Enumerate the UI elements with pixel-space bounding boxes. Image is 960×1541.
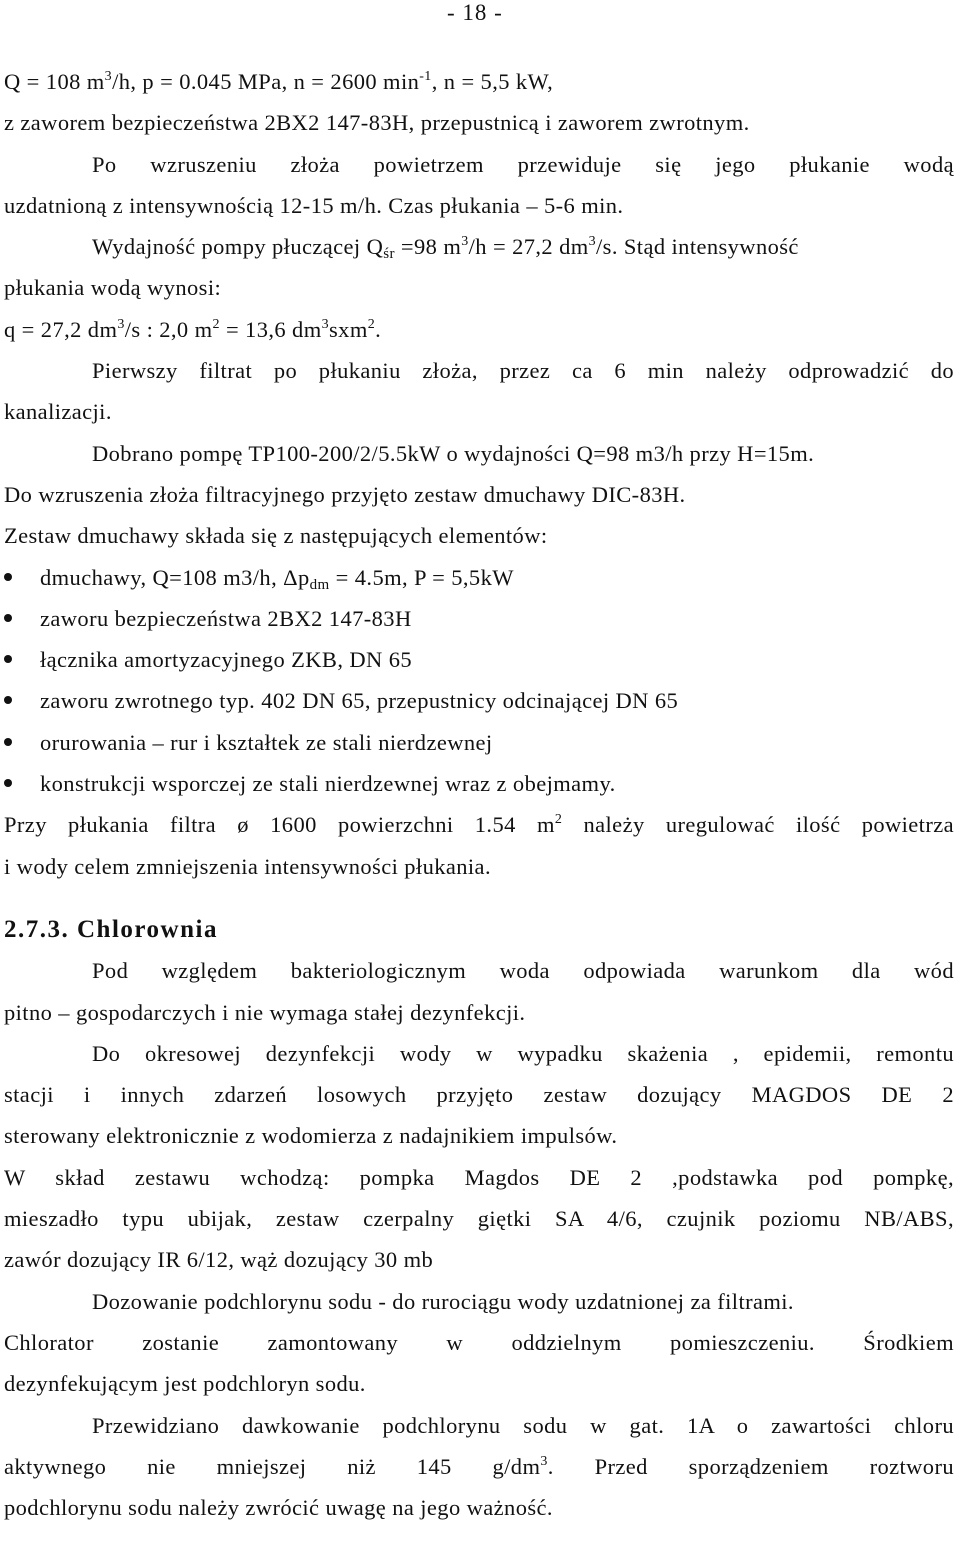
text-line: stacji i innych zdarzeń losowych przyjęto zestaw dozujący MAGDOS DE 2 [4, 1082, 954, 1108]
list-item: łącznika amortyzacyjnego ZKB, DN 65 [4, 639, 954, 680]
text-line: dezynfekującym jest podchloryn sodu. [4, 1371, 366, 1397]
bullet-icon [4, 779, 12, 787]
text-line: zawór dozujący IR 6/12, wąż dozujący 30 mb [4, 1247, 434, 1273]
list-item: zaworu zwrotnego typ. 402 DN 65, przepustnicy odcinającej DN 65 [4, 680, 954, 721]
bullet-icon [4, 696, 12, 704]
bullet-icon [4, 614, 12, 622]
text-line: sterowany elektronicznie z wodomierza z nadajnikiem impulsów. [4, 1123, 618, 1149]
text-line: Do okresowej dezynfekcji wody w wypadku skażenia , epidemii, remontu [92, 1040, 954, 1066]
page-number: - 18 - [447, 0, 503, 25]
text-line: Pierwszy filtrat po płukaniu złoża, przez ca 6 min należy odprowadzić do [92, 358, 954, 384]
list-item: zaworu bezpieczeństwa 2BX2 147-83H [4, 598, 954, 639]
filter-area-line: Przy płukania filtra ø 1600 powierzchni 1.54 $m^2$ należy uregulować ilość powietrza [4, 812, 954, 838]
text-line: W skład zestawu wchodzą: pompka Magdos DE 2 ,podstawka pod pompkę, [4, 1164, 954, 1190]
text-line: pitno – gospodarczych i nie wymaga stałej dezynfekcji. [4, 999, 526, 1025]
page-content [4, 61, 954, 1528]
text-line: podchlorynu sodu należy zwrócić uwagę na jego ważność. [4, 1495, 553, 1521]
text-line: Przewidziano dawkowanie podchlorynu sodu w gat. 1A o zawartości chloru [92, 1412, 954, 1438]
bullet-icon [4, 738, 12, 746]
text-line: Dobrano pompę TP100-200/2/5.5kW o wydajności Q=98 m3/h przy H=15m. [92, 440, 815, 466]
text-line: Dozowanie podchlorynu sodu - do rurociągu wody uzdatnionej za filtrami. [92, 1288, 794, 1314]
list-item: konstrukcji wsporczej ze stali nierdzewnej wraz z obejmamy. [4, 763, 954, 804]
text-line: i wody celem zmniejszenia intensywności płukania. [4, 853, 491, 879]
text-line: mieszadło typu ubijak, zestaw czerpalny giętki SA 4/6, czujnik poziomu NB/ABS, [4, 1206, 954, 1232]
pump-parameters-line: Q = 108 $m^3/h$, p = 0.045 MPa, n = 2600 $\min^{-1}$, n = 5,5 kW, [4, 69, 554, 94]
text-line: Do wzruszenia złoża filtracyjnego przyjęto zestaw dmuchawy DIC-83H. [4, 481, 686, 507]
text-line: płukania wodą wynosi: [4, 275, 222, 301]
bullet-icon [4, 573, 12, 581]
text-line: Pod względem bakteriologicznym woda odpowiada warunkom dla wód [92, 958, 954, 984]
concentration-line: aktywnego nie mniejszej niż 145 $g/dm^3$. Przed sporządzeniem roztworu [4, 1453, 954, 1479]
text-line: Po wzruszeniu złoża powietrzem przewiduje się jego płukanie wodą [92, 151, 954, 177]
text-line: Chlorator zostanie zamontowany w oddzielnym pomieszczeniu. Środkiem [4, 1329, 954, 1355]
bullet-icon [4, 655, 12, 663]
formula-line: q = 27,2 $dm^3/s$ : 2,0 $m^2 = 13,6$ $dm^3sxm^2$. [4, 316, 382, 342]
text-line: z zaworem bezpieczeństwa 2BX2 147-83H, przepustnicą i zaworem zwrotnym. [4, 110, 750, 136]
list-item: dmuchawy, Q=108 m3/h, $\Delta p_{dm} = 4.5m$, P = 5,5kW [4, 557, 954, 598]
text-line: Zestaw dmuchawy składa się z następujących elementów: [4, 523, 548, 549]
text-line: uzdatnioną z intensywnością 12-15 m/h. Czas płukania – 5-6 min. [4, 192, 624, 218]
text-line: kanalizacji. [4, 399, 112, 425]
pump-capacity-line: Wydajność pompy płuczącej $Q_{śr} =98$ $m^3/h = 27,2$ $dm^3/s$. Stąd intensywność [92, 234, 799, 263]
list-item: orurowania – rur i kształtek ze stali nierdzewnej [4, 722, 954, 763]
section-heading: 2.7.3. Chlorownia [4, 915, 218, 943]
